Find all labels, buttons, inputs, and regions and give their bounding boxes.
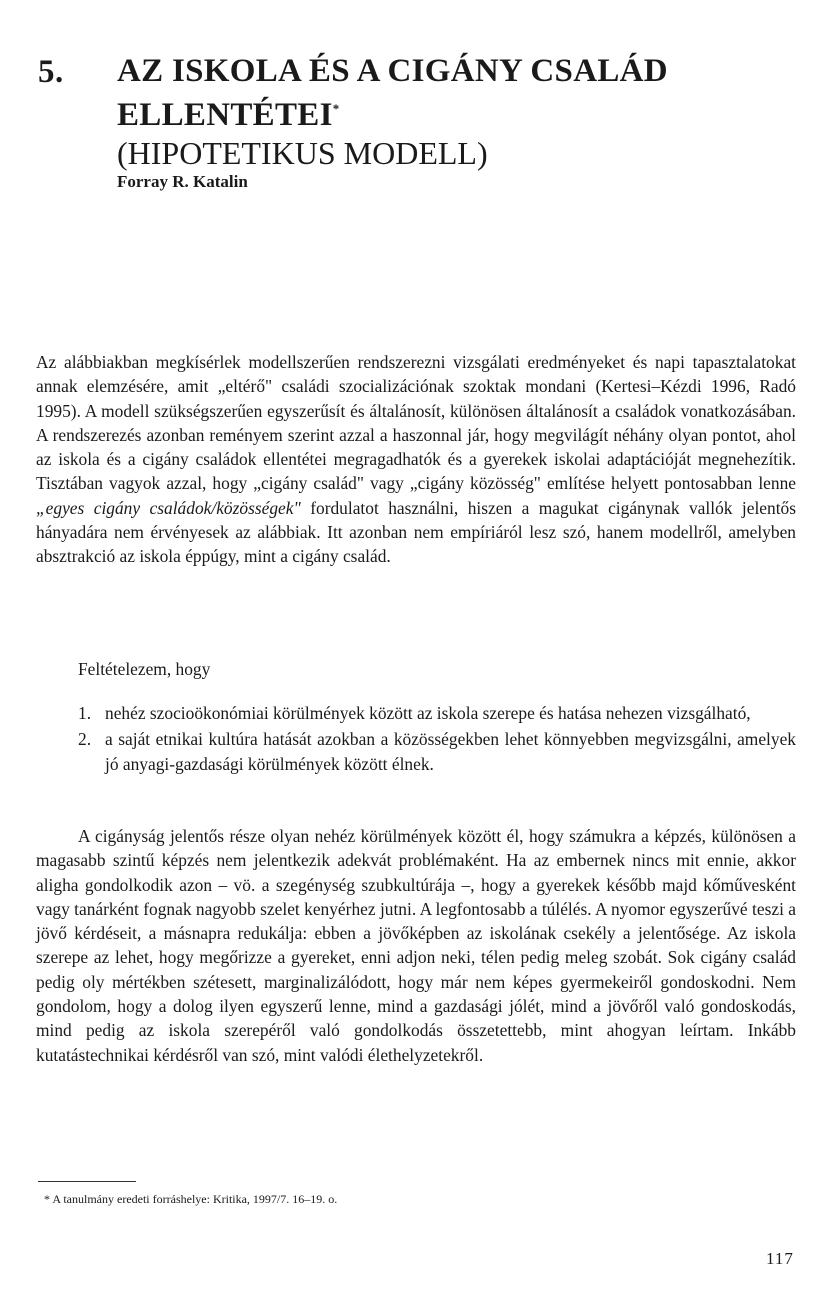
intro-text-italic: „egyes cigány családok/közösségek" — [36, 497, 301, 518]
intro-text-before: Az alábbiakban megkísérlek modellszerűen rendszerezni vizsgálati eredményeket és napi tapasztalatokat annak elemzésére, amit „eltérő" családi szocializációnak szoktak mondani (Kertesi–Kézdi 1996, Radó 1995). A modell szükségszerűen egyszerűsít és általánosít, különösen általánosít a családok vonatkozásában. A rendszerezés azonban reményem szerint azzal a haszonnal jár, hogy megvilágít néhány olyan pontot, ahol az iskola és a cigány családok ellentétei megragadhatók és a gyerekek iskolai adaptációját megnehezítik. Tisztában vagyok azzal, hogy „cigány család" vagy „cigány közösség" említése helyett pontosabban lenne — [36, 352, 796, 494]
assumption-list — [78, 701, 796, 778]
chapter-title — [117, 52, 668, 172]
footnote — [44, 1191, 337, 1207]
body-paragraph: A cigányság jelentős része olyan nehéz körülmények között él, hogy számukra a képzés, különösen a magasabb szintű képzés nem jelentkezik adekvát problémaként. Ha az embernek nincs mit ennie, akkor aligha gondolkodik azon – vö. a szegénység szubkultúrája –, hogy a gyerekek később majd kőművesként vagy tanárként fognak nagyobb szelet kenyérhez jutni. A legfontosabb a túlélés. A nyomor egyszerűvé teszi a jövő kérdéseit, a másnapra redukálja: ebben a jövőképben az iskolának csekély a jelentősége. Az iskola szerepe az lehet, hogy megőrizze a gyereket, enni adjon neki, télen pedig meleg szobát. Sok cigány család pedig oly mértékben szétesett, marginalizálódott, hogy már nem képes gyermekeiről gondoskodni. Nem gondolom, hogy a dolog ilyen egyszerű lenne, mind a gazdasági jólét, mind a jövőről való gondoskodás, mind pedig az iskola szerepéről való gondolkodás összetettebb, mint ahogyan leírtam. Inkább kutatástechnikai kérdésről van szó, mint valódi élethelyzetekről. — [36, 826, 796, 1065]
footnote-text: A tanulmány eredeti forráshelye: Kritika, 1997/7. 16–19. o. — [50, 1192, 338, 1206]
list-item-text: nehéz szocioökonómiai körülmények között az iskola szerepe és hatása nehezen vizsgálható, — [105, 703, 751, 723]
title-line-1: AZ ISKOLA ÉS A CIGÁNY CSALÁD — [117, 53, 668, 89]
chapter-subtitle: (HIPOTETIKUS MODELL) — [117, 135, 488, 171]
author-name: Forray R. Katalin — [117, 172, 248, 191]
list-item — [78, 701, 796, 725]
list-item-number: 1. — [78, 703, 92, 723]
title-footnote-marker[interactable]: * — [332, 101, 340, 116]
list-item-number: 2. — [78, 729, 92, 750]
page-number: 117 — [766, 1249, 794, 1268]
footnote-marker: * — [44, 1192, 50, 1206]
title-line-2-text: ELLENTÉTEI — [117, 97, 333, 133]
intro-paragraph — [36, 350, 796, 569]
footnote-divider — [38, 1181, 136, 1182]
list-item — [78, 727, 796, 776]
list-item-text: a saját etnikai kultúra hatását azokban a közösségekben lehet könnyebben megvizsgálni, amelyek jó anyagi-gazdasági körülmények között élnek. — [105, 729, 796, 774]
chapter-number: 5. — [38, 54, 64, 90]
intro-text-after: fordulatot használni, hiszen a magukat cigánynak vallók jelentős hányadára nem érvényesek az alábbiak. Itt azonban nem empíriáról lesz szó, hanem modellről, amelyben absztrakció az iskola éppúgy, mint a cigány család. — [36, 497, 796, 567]
assumption-lead: Feltételezem, hogy — [78, 659, 211, 679]
title-line-2 — [117, 90, 668, 134]
